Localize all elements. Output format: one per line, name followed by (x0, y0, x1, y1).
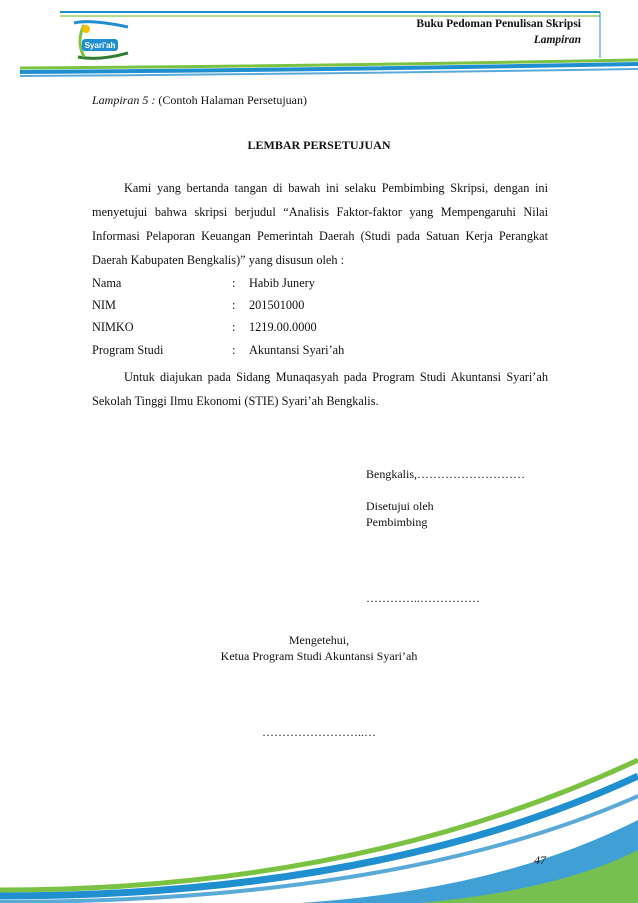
signature-line: …………..…………… (366, 591, 480, 605)
field-colon: : (232, 298, 236, 312)
signature-approved-label: Disetujui oleh (366, 499, 434, 513)
field-colon: : (232, 320, 236, 334)
signature-place-date: Bengkalis,……………………… (366, 467, 525, 481)
signature-role: Pembimbing (366, 515, 428, 529)
field-colon: : (232, 343, 236, 357)
field-value: 1219.00.0000 (249, 320, 317, 334)
field-value: Akuntansi Syari’ah (249, 343, 345, 357)
intro-paragraph (92, 176, 548, 272)
footer-decoration (0, 740, 638, 903)
header-title: Buku Pedoman Penulisan Skripsi (416, 18, 581, 30)
field-label: NIM (92, 298, 116, 312)
appendix-label: Lampiran 5 : (92, 93, 159, 107)
intro-text: Kami yang bertanda tangan di bawah ini selaku Pembimbing Skripsi, dengan ini menyetujui bahwa skripsi berjudul “Analisis Faktor-faktor yang Mempengaruhi Nilai Informasi Pelaporan Keuangan Pemerintah Daerah (Studi pada Satuan Kerja Perangkat Daerah Kabupaten Bengkalis)” yang disusun oleh : (92, 181, 548, 267)
acknowledge-signature-line: ……………………..… (262, 725, 376, 739)
field-label: Program Studi (92, 343, 164, 357)
closing-text: Untuk diajukan pada Sidang Munaqasyah pada Program Studi Akuntansi Syari’ah Sekolah Tinggi Ilmu Ekonomi (STIE) Syari’ah Bengkalis. (92, 370, 548, 408)
field-label: Nama (92, 276, 122, 290)
field-value: Habib Junery (249, 276, 315, 290)
appendix-description: (Contoh Halaman Persetujuan) (158, 93, 307, 107)
header-subtitle: Lampiran (533, 34, 581, 46)
acknowledge-role: Ketua Program Studi Akuntansi Syari’ah (220, 649, 418, 663)
logo-text: Syari'ah (84, 41, 116, 50)
closing-paragraph (92, 365, 548, 413)
field-value: 201501000 (249, 298, 305, 312)
field-colon: : (232, 276, 236, 290)
page-title: LEMBAR PERSETUJUAN (247, 138, 391, 152)
acknowledge-label: Mengetehui, (288, 633, 350, 647)
page-number: 47 (534, 853, 546, 867)
institution-logo (70, 17, 132, 63)
field-label: NIMKO (92, 320, 134, 334)
appendix-caption (92, 93, 307, 108)
